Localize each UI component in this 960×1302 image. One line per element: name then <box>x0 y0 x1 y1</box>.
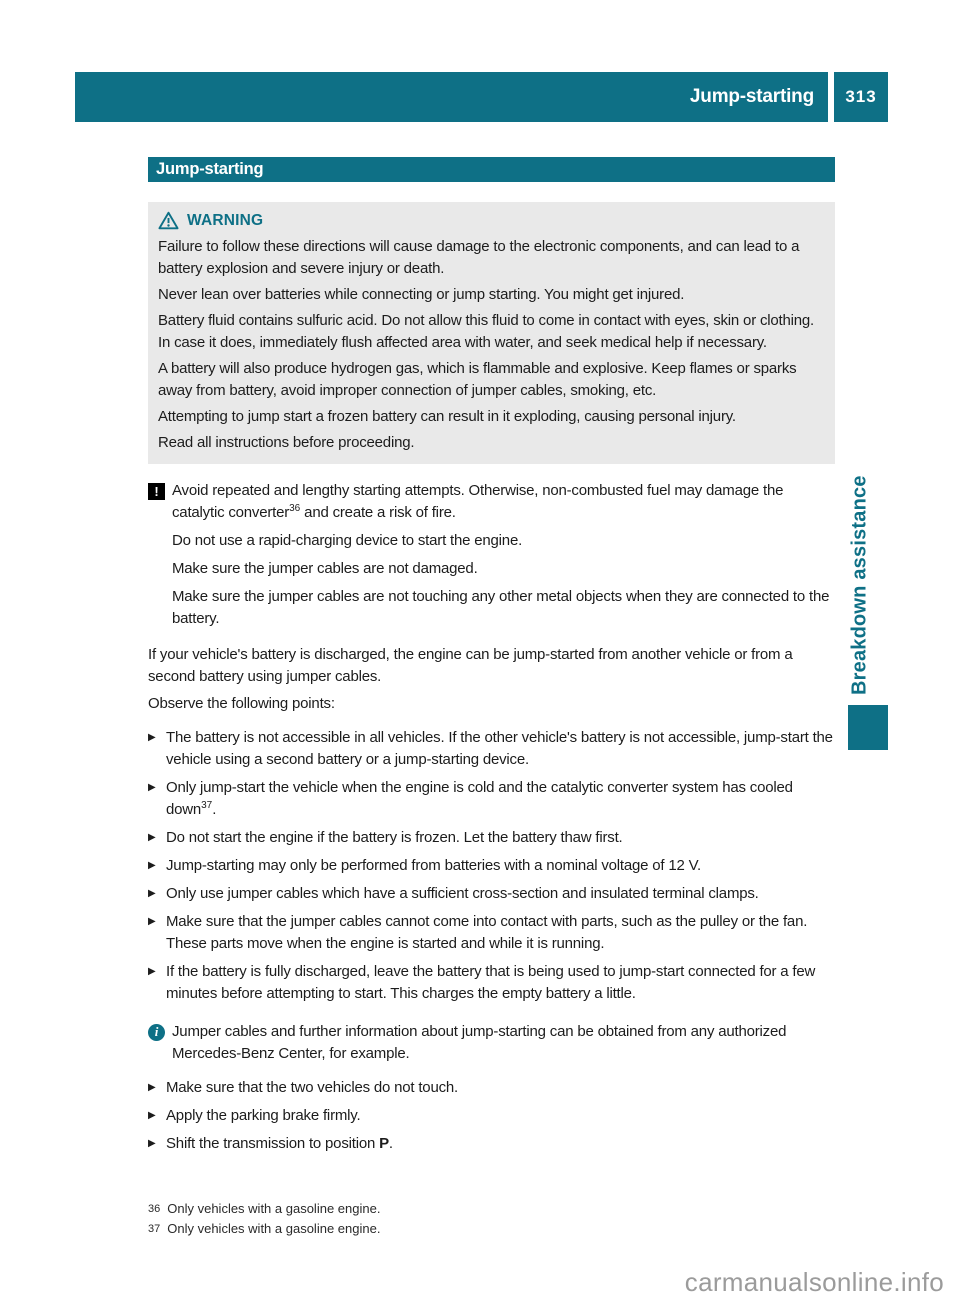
warning-paragraph: Failure to follow these directions will cause damage to the electronic components, and can lead to a battery explosion and severe injury or death. <box>158 238 800 277</box>
bullet-arrow-icon: ▶ <box>148 732 156 743</box>
list-item-text <box>166 1133 835 1155</box>
list-item <box>148 777 835 821</box>
section-title: Jump-starting <box>148 157 835 182</box>
attention-text: and create a risk of fire. <box>300 504 456 521</box>
step-text: The battery is not accessible in all vehicles. If the other vehicle's battery is not accessible, jump-start the vehicle using a second battery or a jump-starting device. <box>166 729 833 768</box>
footnote-number: 36 <box>148 1203 161 1215</box>
list-item <box>148 961 835 1005</box>
warning-paragraph: Never lean over batteries while connecting or jump starting. You might get injured. <box>158 286 685 303</box>
info-paragraph-text: Jumper cables and further information about jump-starting can be obtained from any authorized Mercedes-Benz Center, for example. <box>172 1023 787 1062</box>
warning-paragraph: A battery will also produce hydrogen gas, which is flammable and explosive. Keep flames or sparks away from battery, avoid improper connection of jumper cables, smoking, etc. <box>158 360 797 399</box>
sidebar-chapter-label: Breakdown assistance <box>848 475 871 695</box>
header-chapter-title: Jump-starting <box>75 72 828 122</box>
warning-triangle-icon <box>158 211 179 230</box>
bullet-arrow-icon: ▶ <box>148 782 156 793</box>
step-text: . <box>388 1135 393 1152</box>
attention-paragraph: Make sure the jumper cables are not touching any other metal objects when they are connected to the battery. <box>172 588 830 627</box>
sidebar-tab-marker <box>848 705 888 750</box>
page-content <box>148 157 835 1239</box>
bullet-arrow-icon: ▶ <box>148 1110 156 1121</box>
attention-note <box>148 480 835 630</box>
step-text: Make sure that the jumper cables cannot come into contact with parts, such as the pulley or the fan. These parts move when the engine is started and while it is running. <box>166 913 808 952</box>
attention-paragraph-text <box>172 480 835 524</box>
step-text: Make sure that the two vehicles do not touch. <box>166 1079 459 1096</box>
list-item-text <box>166 777 835 821</box>
info-icon: i <box>148 1024 165 1041</box>
page-header <box>75 72 888 122</box>
footnote <box>148 1219 835 1239</box>
list-item <box>148 911 835 955</box>
list-item <box>148 855 835 877</box>
footnote-number: 37 <box>148 1223 161 1235</box>
step-text: . <box>212 801 217 818</box>
footnote-text: Only vehicles with a gasoline engine. <box>167 1201 381 1216</box>
step-text: Only use jumper cables which have a sufficient cross-section and insulated terminal clamps. <box>166 885 759 902</box>
footnote-ref: 37 <box>201 800 213 811</box>
footnote-ref: 36 <box>289 503 301 514</box>
steps-list <box>148 1077 835 1155</box>
footnote <box>148 1199 835 1219</box>
list-item <box>148 727 835 771</box>
step-text: If the battery is fully discharged, leave the battery that is being used to jump-start connected for a few minutes before attempting to start. This charges the empty battery a little. <box>166 963 816 1002</box>
list-item <box>148 1077 835 1099</box>
step-text: Jump-starting may only be performed from batteries with a nominal voltage of 12 V. <box>166 857 701 874</box>
info-note <box>148 1021 835 1065</box>
list-item-text <box>166 911 835 955</box>
bullet-arrow-icon: ▶ <box>148 966 156 977</box>
warning-paragraph: Read all instructions before proceeding. <box>158 434 415 451</box>
bullet-arrow-icon: ▶ <box>148 860 156 871</box>
footnote-text: Only vehicles with a gasoline engine. <box>167 1221 381 1236</box>
list-item-text <box>166 1105 835 1127</box>
warning-paragraph: Battery fluid contains sulfuric acid. Do not allow this fluid to come in contact with eyes, skin or clothing. In case it does, immediately flush affected area with water, and seek medical help if necessary. <box>158 312 815 351</box>
list-item <box>148 883 835 905</box>
header-page-number: 313 <box>834 72 888 122</box>
list-item-text <box>166 855 835 877</box>
list-item <box>148 1133 835 1155</box>
warning-box <box>148 202 835 464</box>
list-item-text <box>166 883 835 905</box>
step-text: Apply the parking brake firmly. <box>166 1107 361 1124</box>
list-item <box>148 827 835 849</box>
bullet-arrow-icon: ▶ <box>148 888 156 899</box>
attention-icon: ! <box>148 483 165 500</box>
list-item-text <box>166 1077 835 1099</box>
attention-paragraph: Make sure the jumper cables are not damaged. <box>172 560 478 577</box>
step-text: Only jump-start the vehicle when the engine is cold and the catalytic converter system has cooled down <box>166 779 793 818</box>
step-text: Shift the transmission to position <box>166 1135 380 1152</box>
warning-label: WARNING <box>187 211 264 229</box>
watermark: carmanualsonline.info <box>684 1267 944 1297</box>
bullet-arrow-icon: ▶ <box>148 1082 156 1093</box>
list-item <box>148 1105 835 1127</box>
attention-paragraph: Do not use a rapid-charging device to start the engine. <box>172 532 523 549</box>
bullet-arrow-icon: ▶ <box>148 916 156 927</box>
steps-list <box>148 727 835 1005</box>
attention-paragraph <box>148 480 835 524</box>
list-item-text <box>166 827 835 849</box>
bullet-arrow-icon: ▶ <box>148 1138 156 1149</box>
warning-header <box>158 211 825 230</box>
attention-text: Avoid repeated and lengthy starting attempts. Otherwise, non-combusted fuel may damage the catalytic converter <box>172 482 784 521</box>
list-item-text <box>166 727 835 771</box>
step-text: Do not start the engine if the battery is frozen. Let the battery thaw first. <box>166 829 623 846</box>
list-item-text <box>166 961 835 1005</box>
gear-position-label: P <box>379 1135 389 1152</box>
bullet-arrow-icon: ▶ <box>148 832 156 843</box>
footnotes <box>148 1199 835 1239</box>
body-paragraph: Observe the following points: <box>148 695 335 712</box>
info-paragraph <box>148 1021 835 1065</box>
body-paragraph: If your vehicle's battery is discharged, the engine can be jump-started from another vehicle or from a second battery using jumper cables. <box>148 646 793 685</box>
warning-paragraph: Attempting to jump start a frozen battery can result in it exploding, causing personal injury. <box>158 408 736 425</box>
